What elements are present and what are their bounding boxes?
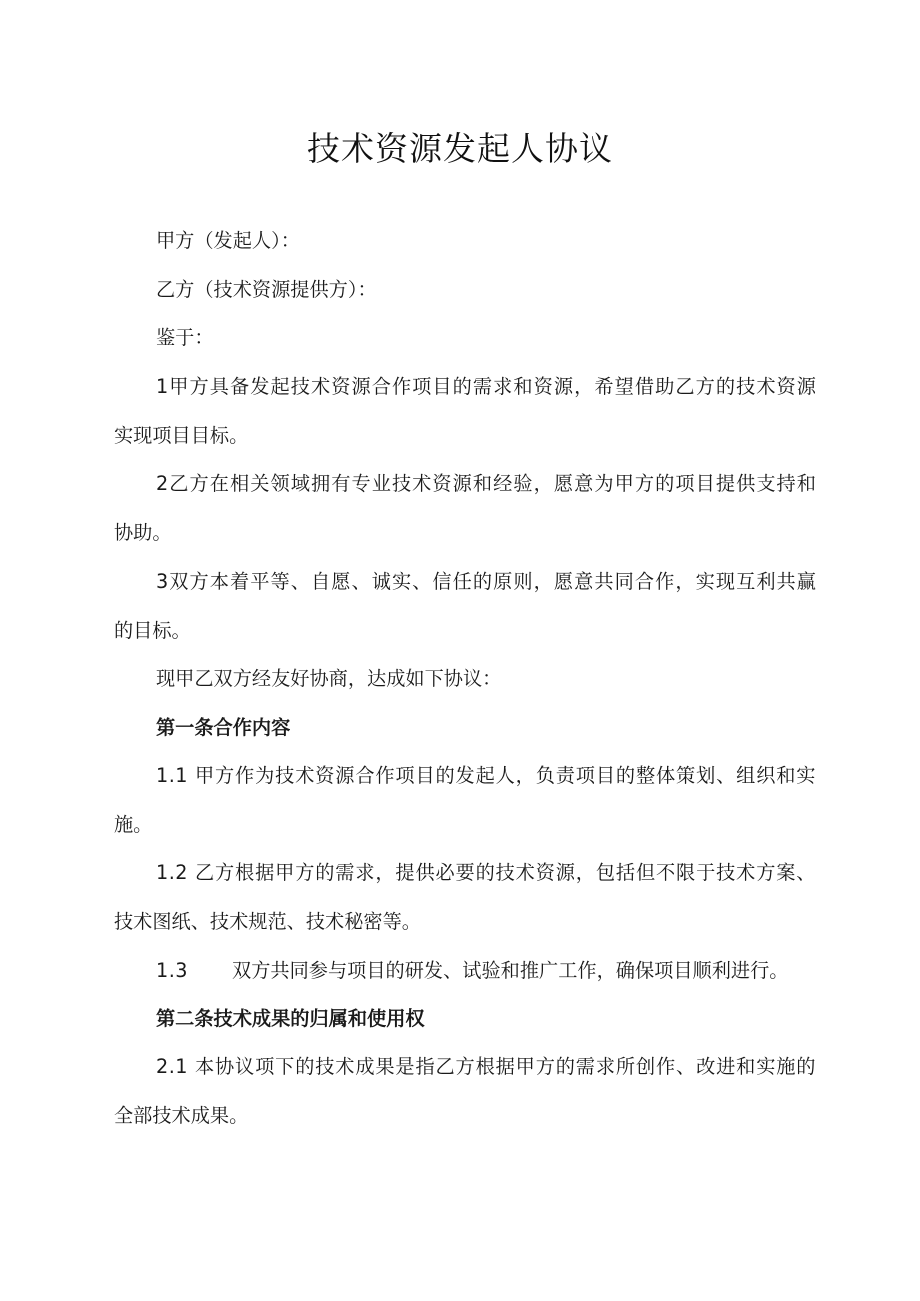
clause-1-1-line-1: 1.1 甲方作为技术资源合作项目的发起人，负责项目的整体策划、组织和实 <box>156 764 816 787</box>
recital-2-line-2: 协助。 <box>114 521 172 544</box>
clause-1-3-text: 双方共同参与项目的研发、试验和推广工作，确保项目顺利进行。 <box>232 959 789 982</box>
recital-3-line-2: 的目标。 <box>114 619 191 642</box>
clause-1-3 <box>156 957 816 985</box>
article-2-heading: 第二条技术成果的归属和使用权 <box>156 1007 425 1030</box>
clause-1-2-line-1: 1.2 乙方根据甲方的需求，提供必要的技术资源，包括但不限于技术方案、 <box>156 861 816 884</box>
article-1-heading: 第一条合作内容 <box>156 716 291 739</box>
party-b-line: 乙方（技术资源提供方）： <box>156 278 377 301</box>
recital-3-line-1: 3双方本着平等、自愿、诚实、信任的原则，愿意共同合作，实现互利共赢 <box>156 570 816 593</box>
clause-2-1-line-2: 全部技术成果。 <box>114 1104 249 1127</box>
clause-1-2-line-2: 技术图纸、技术规范、技术秘密等。 <box>114 910 421 933</box>
clause-2-1-line-1: 2.1 本协议项下的技术成果是指乙方根据甲方的需求所创作、改进和实施的 <box>156 1055 816 1078</box>
party-a-line: 甲方（发起人）： <box>156 229 300 252</box>
recital-1-line-1: 1甲方具备发起技术资源合作项目的需求和资源，希望借助乙方的技术资源 <box>156 375 816 398</box>
clause-1-3-number: 1.3 <box>156 959 189 982</box>
recital-1-line-2: 实现项目目标。 <box>114 424 249 447</box>
document-title: 技术资源发起人协议 <box>307 129 613 168</box>
recital-2-line-1: 2乙方在相关领域拥有专业技术资源和经验，愿意为甲方的项目提供支持和 <box>156 472 816 495</box>
agreement-intro: 现甲乙双方经友好协商，达成如下协议： <box>156 667 502 690</box>
clause-1-1-line-2: 施。 <box>114 813 153 836</box>
whereas-line: 鉴于： <box>156 326 214 349</box>
